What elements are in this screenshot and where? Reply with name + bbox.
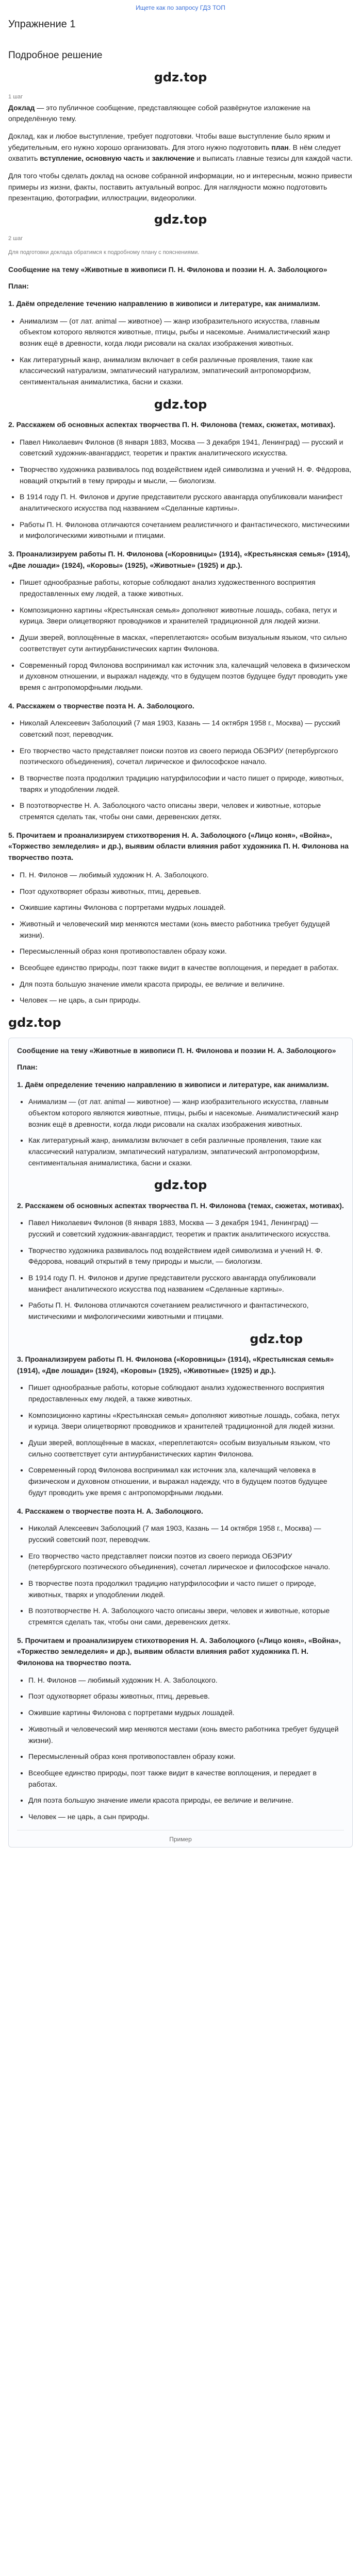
section-subtitle: Подробное решение: [8, 50, 103, 61]
list-item: • Работы П. Н. Филонова отличаются сочетанием реалистичного и фантастического, мистическими и мифологическими животными и птицами.: [28, 1300, 344, 1322]
essay-heading: Сообщение на тему «Животные в живописи П. Н. Филонова и поэзии Н. А. Заболоцкого»: [8, 265, 327, 274]
section-heading: 3. Проанализируем работы П. Н. Филонова («Коровницы» (1914), «Крестьянская семья» (1914), «Две лошади» (1924), «Коровы» (1925), «Животные» (1925) и др.).: [8, 550, 350, 569]
list-item: • В 1914 году П. Н. Филонов и другие представители русского авангарда опубликовали манифест аналитического искусства под названием «Сделанные картины».: [28, 1273, 344, 1295]
top-note-link[interactable]: Ищете как по запросу ГДЗ ТОП: [136, 4, 225, 11]
list-item: • Композиционно картины «Крестьянская семья» дополняют животные лошадь, собака, петух и курица. Звери олицетворяют проводников и хранителей традиционной для людей жизни.: [28, 1410, 344, 1432]
list-item: • Павел Николаевич Филонов (8 января 1883, Москва — 3 декабря 1941, Ленинград) — русский и советский художник-авангардист, теоретик и практик аналитического искусства.: [20, 437, 353, 459]
top-note: [0, 0, 361, 13]
watermark: gdz.top: [154, 212, 207, 227]
list-item: • Николай Алексеевич Заболоцкий (7 мая 1903, Казань — 14 октября 1958 г., Москва) — русский советский поэт, переводчик.: [28, 1523, 344, 1545]
essay-heading: Сообщение на тему «Животные в живописи П. Н. Филонова и поэзии Н. А. Заболоцкого»: [17, 1046, 336, 1055]
intro-bold: план: [271, 143, 289, 151]
section-heading: 1. Даём определение течению направлению в живописи и литературе, как анимализм.: [17, 1080, 329, 1089]
step-note: Для подготовки доклада обратимся к подробному плану с пояснениями.: [8, 249, 200, 256]
step-label-1: 1 шаг: [8, 93, 23, 100]
list-item: • Как литературный жанр, анимализм включает в себя различные проявления, такие как классический натурализм, эмпатический натурализм, эмпатический антропоморфизм, сентиментальная анималистика, басни и сказки.: [28, 1135, 344, 1168]
section-list: [8, 718, 353, 823]
watermark: gdz.top: [154, 397, 207, 412]
watermark: gdz.top: [250, 1331, 303, 1346]
intro-text: и выписать главные тезисы для каждой части.: [194, 154, 353, 163]
section-heading: 1. Даём определение течению направлению в живописи и литературе, как анимализм.: [8, 299, 320, 308]
section-list: [17, 1217, 344, 1323]
list-item: • П. Н. Филонов — любимый художник Н. А. Заболоцкого.: [28, 1675, 344, 1686]
section-heading: 4. Расскажем о творчестве поэта Н. А. Заболоцкого.: [17, 1506, 203, 1515]
list-item: • Павел Николаевич Филонов (8 января 1883, Москва — 3 декабря 1941, Ленинград) — русский и советский художник-авангардист, теоретик и практик аналитического искусства.: [28, 1217, 344, 1240]
essay-1: [8, 264, 353, 1006]
intro-text: и: [143, 154, 152, 163]
list-item: • Современный город Филонова воспринимал как источник зла, калечащий человека в физическом и духовном отношении, и выражал надежду, что в будущем поэтов будущее будут проводить уже время с антропоморфными людьми.: [20, 660, 353, 693]
list-item: • Творчество художника развивалось под воздействием идей символизма и учений Н. Ф. Фёдорова, новаций открытий в тему природы и мысли, — биологизм.: [28, 1245, 344, 1267]
section-list: [17, 1382, 344, 1498]
section-list: [17, 1096, 344, 1168]
intro-bold: заключение: [152, 154, 195, 163]
list-item: • Анимализм — (от лат. animal — животное) — жанр изобразительного искусства, главным объектом которого являются животные, птицы, рыбы и насекомые. Анималистический жанр возник ещё в древности, когда люди рисовали на скалах изображения животных.: [28, 1096, 344, 1130]
list-item: • Всеобщее единство природы, поэт также видит в качестве воплощения, и передает в работах.: [20, 962, 353, 974]
plan-label: План:: [8, 282, 29, 291]
intro-term: Доклад: [8, 103, 35, 112]
list-item: • Поэт одухотворяет образы животных, птиц, деревьев.: [28, 1691, 344, 1702]
intro-paragraph-1: [8, 103, 353, 125]
list-item: • Всеобщее единство природы, поэт также видит в качестве воплощения, и передает в работах.: [28, 1768, 344, 1790]
watermark: gdz.top: [8, 1015, 61, 1030]
list-item: • Современный город Филонова воспринимал как источник зла, калечащий человека в физическом и духовном отношении, и выражал надежду, что в будущем поэтов будущее будут проводить уже время с антропоморфными людьми.: [28, 1465, 344, 1498]
list-item: • Николай Алексеевич Заболоцкий (7 мая 1903, Казань — 14 октября 1958 г., Москва) — русский советский поэт, переводчик.: [20, 718, 353, 740]
list-item: • Пересмысленный образ коня противопоставлен образу кожи.: [20, 946, 353, 957]
list-item: • Пересмысленный образ коня противопоставлен образу кожи.: [28, 1751, 344, 1762]
section-heading: 2. Расскажем об основных аспектах творчества П. Н. Филонова (темах, сюжетах, мотивах).: [17, 1201, 344, 1210]
sample-label: Пример: [17, 1830, 344, 1844]
list-item: • Человек — не царь, а сын природы.: [28, 1811, 344, 1823]
intro-text: . В нём следует охватить: [8, 143, 341, 163]
section-list: [8, 577, 353, 693]
list-item: • П. Н. Филонов — любимый художник Н. А. Заболоцкого.: [20, 870, 353, 881]
section-heading: 5. Прочитаем и проанализируем стихотворения Н. А. Заболоцкого («Лицо коня», «Война», «Торжество земледелия» и др.), выявим области влияния работ художника П. Н. Филонова на творчество поэта.: [8, 831, 349, 862]
intro-bold: вступление, основную часть: [40, 154, 144, 163]
intro-rest: — это публичное сообщение, представляющее собой развёрнутое изложение на определённую тему.: [8, 103, 310, 123]
page-title: Упражнение 1: [8, 19, 76, 30]
list-item: • Пишет однообразные работы, которые соблюдают анализ художественного восприятия предоставленных ему людей, а также животных.: [20, 577, 353, 599]
list-item: • Души зверей, воплощённые в масках, «переплетаются» особым визуальным языком, что сильно соответствует сути антиурбанистических картин Филонова.: [28, 1437, 344, 1460]
list-item: • В поэтотворчестве Н. А. Заболоцкого часто описаны звери, человек и животные, которые стремятся сделать так, чтобы они сами, деревенских детях.: [28, 1605, 344, 1628]
section-heading: 3. Проанализируем работы П. Н. Филонова («Коровницы» (1914), «Крестьянская семья» (1914), «Две лошади» (1924), «Коровы» (1925), «Животные» (1925) и др.).: [17, 1354, 334, 1375]
watermark: gdz.top: [154, 70, 207, 85]
intro-text: Доклад, как и любое выступление, требует подготовки. Чтобы ваше выступление было ярким и убедительным, его нужно хорошо организовать. Для этого нужно подготовить: [8, 132, 331, 151]
watermark: gdz.top: [154, 1178, 207, 1193]
list-item: • Поэт одухотворяет образы животных, птиц, деревьев.: [20, 886, 353, 897]
section-heading: 4. Расскажем о творчестве поэта Н. А. Заболоцкого.: [8, 701, 194, 710]
list-item: • В поэтотворчестве Н. А. Заболоцкого часто описаны звери, человек и животные, которые стремятся сделать так, чтобы они сами, деревенских детях.: [20, 800, 353, 822]
step-label-2: 2 шаг: [8, 235, 23, 242]
list-item: • Как литературный жанр, анимализм включает в себя различные проявления, такие как классический натурализм, эмпатический натурализм, эмпатический антропоморфизм, сентиментальная анималистика, басни и сказки.: [20, 354, 353, 388]
list-item: • Для поэта большую значение имели красота природы, ее величие и величине.: [20, 979, 353, 990]
list-item: • Души зверей, воплощённые в масках, «переплетаются» особым визуальным языком, что сильно соответствует сути антиурбанистических картин Филонова.: [20, 632, 353, 654]
list-item: • Для поэта большую значение имели красота природы, ее величие и величине.: [28, 1795, 344, 1806]
list-item: • Ожившие картины Филонова с портретами мудрых лошадей.: [20, 902, 353, 913]
section-list: [8, 870, 353, 1006]
list-item: • Его творчество часто представляет поиски поэтов из своего периода ОБЭРИУ (петербургского поэтического объединения), сочетал лирическое и философское начало.: [20, 745, 353, 768]
list-item: • Ожившие картины Филонова с портретами мудрых лошадей.: [28, 1707, 344, 1719]
section-heading: 2. Расскажем об основных аспектах творчества П. Н. Филонова (темах, сюжетах, мотивах).: [8, 420, 335, 429]
list-item: • Анимализм — (от лат. animal — животное) — жанр изобразительного искусства, главным объектом которого являются животные, птицы, рыбы и насекомые. Анималистический жанр возник ещё в древности, когда люди рисовали на скалах изображения животных.: [20, 316, 353, 349]
section-list: [17, 1523, 344, 1628]
section-list: [8, 316, 353, 388]
list-item: • В творчестве поэта продолжил традицию натурфилософии и часто пишет о природе, животных, тварях и уподоблении людей.: [28, 1578, 344, 1600]
list-item: • Пишет однообразные работы, которые соблюдают анализ художественного восприятия предоставленных ему людей, а также животных.: [28, 1382, 344, 1404]
intro-paragraph-2: [8, 131, 353, 164]
list-item: • В творчестве поэта продолжил традицию натурфилософии и часто пишет о природе, животных, тварях и уподоблении людей.: [20, 773, 353, 795]
section-list: [8, 437, 353, 542]
list-item: • Человек — не царь, а сын природы.: [20, 995, 353, 1006]
intro-paragraph-3: Для того чтобы сделать доклад на основе собранной информации, но и интересным, можно привести примеры из жизни, факты, поставить актуальный вопрос. Для наглядности можно подготовить презентацию, фотографии, иллюстрации, видеоролики.: [8, 172, 352, 202]
list-item: • В 1914 году П. Н. Филонов и другие представители русского авангарда опубликовали манифест аналитического искусства под названием «Сделанные картины».: [20, 492, 353, 514]
plan-label: План:: [17, 1062, 38, 1071]
list-item: • Работы П. Н. Филонова отличаются сочетанием реалистичного и фантастического, мистическими и мифологическими животными и птицами.: [20, 519, 353, 541]
list-item: • Животный и человеческий мир меняются местами (конь вместо работника требует будущей жизни).: [20, 919, 353, 941]
section-heading: 5. Прочитаем и проанализируем стихотворения Н. А. Заболоцкого («Лицо коня», «Война», «Торжество земледелия» и др.), выявим области влияния работ художника П. Н. Филонова на творчество поэта.: [17, 1636, 341, 1667]
list-item: • Творчество художника развивалось под воздействием идей символизма и учений Н. Ф. Фёдорова, новаций открытий в тему природы и мысли, — биологизм.: [20, 464, 353, 486]
list-item: • Животный и человеческий мир меняются местами (конь вместо работника требует будущей жизни).: [28, 1724, 344, 1746]
list-item: • Композиционно картины «Крестьянская семья» дополняют животные лошадь, собака, петух и курица. Звери олицетворяют проводников и хранителей традиционной для людей жизни.: [20, 605, 353, 627]
content: [0, 16, 361, 1848]
list-item: • Его творчество часто представляет поиски поэтов из своего периода ОБЭРИУ (петербургского поэтического объединения), сочетал лирическое и философское начало.: [28, 1551, 344, 1573]
section-list: [17, 1675, 344, 1823]
sample-card: [8, 1038, 353, 1848]
